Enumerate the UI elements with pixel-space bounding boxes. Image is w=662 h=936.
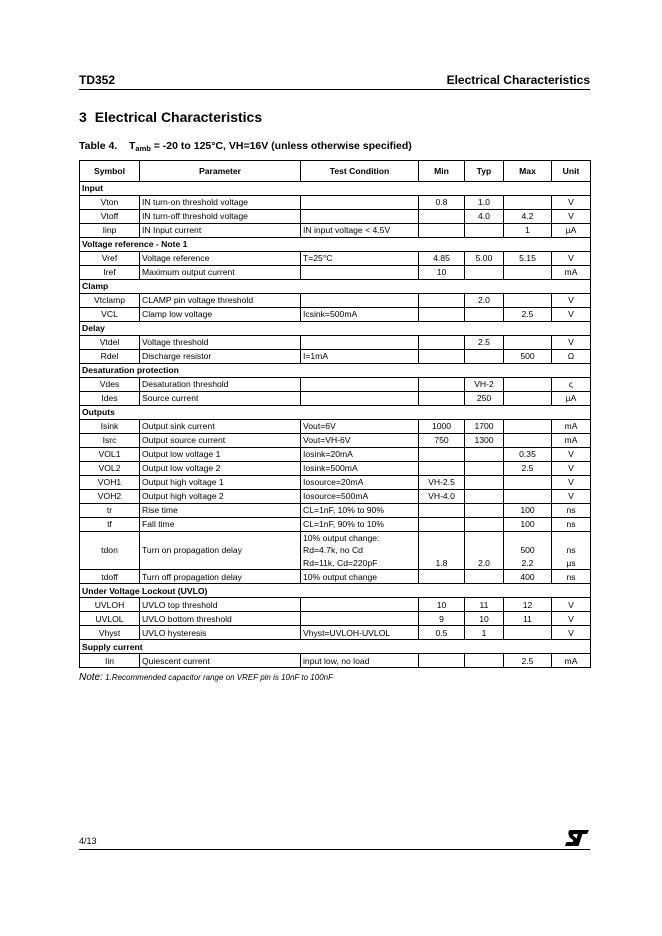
header-rule: [79, 89, 590, 90]
table-row: [80, 308, 591, 322]
table-footnote: [79, 672, 333, 683]
cell-symbol: tf: [80, 518, 140, 532]
cell-typ: [465, 570, 504, 584]
group-row: [80, 584, 591, 598]
cell-symbol: Vhyst: [80, 626, 140, 640]
cell-parameter: Output low voltage 1: [140, 448, 301, 462]
cell-min: [419, 294, 465, 308]
cell-condition: Iosource=500mA: [301, 490, 419, 504]
cell-typ: 4.0: [465, 210, 504, 224]
cell-max: [504, 532, 552, 570]
cell-typ: VH-2: [465, 378, 504, 392]
cell-symbol: Vref: [80, 252, 140, 266]
col-header-condition: Test Condition: [301, 161, 419, 182]
cell-max: [504, 392, 552, 406]
cell-typ: [465, 448, 504, 462]
cell-condition: [301, 612, 419, 626]
cell-parameter: Maximum output current: [140, 266, 301, 280]
cell-parameter: Output high voltage 2: [140, 490, 301, 504]
col-header-unit: Unit: [552, 161, 591, 182]
group-row: [80, 182, 591, 196]
table-temp-subscript: amb: [135, 144, 151, 153]
cell-parameter: UVLO bottom threshold: [140, 612, 301, 626]
cell-parameter: Output source current: [140, 434, 301, 448]
col-header-max: Max: [504, 161, 552, 182]
cell-symbol: Vtclamp: [80, 294, 140, 308]
cell-min: [419, 462, 465, 476]
cell-unit: mA: [552, 420, 591, 434]
cell-parameter: Desaturation threshold: [140, 378, 301, 392]
cell-min: VH-2.5: [419, 476, 465, 490]
cell-max: 2.5: [504, 654, 552, 668]
cell-condition: CL=1nF, 10% to 90%: [301, 504, 419, 518]
group-row: [80, 280, 591, 294]
cell-parameter: Discharge resistor: [140, 350, 301, 364]
cell-min: 1000: [419, 420, 465, 434]
table-row: [80, 612, 591, 626]
cell-condition: [301, 294, 419, 308]
cell-min: [419, 350, 465, 364]
cell-typ: 1300: [465, 434, 504, 448]
cell-parameter: Output high voltage 1: [140, 476, 301, 490]
cell-typ: [465, 350, 504, 364]
cell-symbol: UVLOL: [80, 612, 140, 626]
cell-max: 500: [504, 350, 552, 364]
cell-max: [504, 294, 552, 308]
st-logo-icon: [564, 829, 590, 847]
cell-typ: [465, 504, 504, 518]
unit-line: ns: [566, 545, 576, 556]
table-row: [80, 196, 591, 210]
cell-typ: [465, 462, 504, 476]
table-row: [80, 654, 591, 668]
group-row: [80, 364, 591, 378]
cell-typ: [465, 224, 504, 238]
header-section-name: Electrical Characteristics: [446, 73, 590, 87]
cell-parameter: Output sink current: [140, 420, 301, 434]
cell-max: 12: [504, 598, 552, 612]
cell-max: 0.35: [504, 448, 552, 462]
table-row: [80, 570, 591, 584]
cell-condition: Iosink=20mA: [301, 448, 419, 462]
cell-parameter: Voltage reference: [140, 252, 301, 266]
cell-typ: 1: [465, 626, 504, 640]
cell-unit: µA: [552, 392, 591, 406]
cell-min: 0.8: [419, 196, 465, 210]
cell-symbol: Vton: [80, 196, 140, 210]
cell-unit: V: [552, 252, 591, 266]
col-header-min: Min: [419, 161, 465, 182]
cell-min: 0.5: [419, 626, 465, 640]
col-header-parameter: Parameter: [140, 161, 301, 182]
cell-typ: 10: [465, 612, 504, 626]
cell-typ: 2.0: [465, 294, 504, 308]
cell-condition: I=1mA: [301, 350, 419, 364]
cell-parameter: UVLO hysteresis: [140, 626, 301, 640]
electrical-characteristics-table: [79, 160, 591, 668]
cell-unit: V: [552, 598, 591, 612]
cell-typ: [465, 490, 504, 504]
max-line: 500: [520, 545, 535, 556]
cell-unit: V: [552, 336, 591, 350]
table-row: [80, 462, 591, 476]
table-row: [80, 378, 591, 392]
group-uvlo: Under Voltage Lockout (UVLO): [80, 584, 591, 598]
table-row: [80, 392, 591, 406]
col-header-typ: Typ: [465, 161, 504, 182]
cell-symbol: VCL: [80, 308, 140, 322]
cell-parameter: CLAMP pin voltage threshold: [140, 294, 301, 308]
cell-min: [419, 654, 465, 668]
cell-unit: ns: [552, 504, 591, 518]
cell-unit: V: [552, 210, 591, 224]
table-row: [80, 294, 591, 308]
cell-parameter: Clamp low voltage: [140, 308, 301, 322]
note-text: 1.Recommended capacitor range on VREF pin is 10nF to 100nF: [105, 673, 333, 682]
cell-condition: IN input voltage < 4.5V: [301, 224, 419, 238]
cell-condition: [301, 210, 419, 224]
cell-typ: 11: [465, 598, 504, 612]
cell-condition: Icsink=500mA: [301, 308, 419, 322]
cell-condition: [301, 598, 419, 612]
cell-typ: [465, 518, 504, 532]
table-row: [80, 504, 591, 518]
cell-unit: ns: [552, 570, 591, 584]
table-row: [80, 420, 591, 434]
cell-max: 4.2: [504, 210, 552, 224]
table-temp-symbol: T: [129, 140, 136, 152]
cell-min: [419, 570, 465, 584]
cell-max: 2.5: [504, 308, 552, 322]
cell-typ: 1700: [465, 420, 504, 434]
col-header-symbol: Symbol: [80, 161, 140, 182]
cell-max: [504, 266, 552, 280]
cell-parameter: Turn off propagation delay: [140, 570, 301, 584]
group-voltage-reference: Voltage reference - Note 1: [80, 238, 591, 252]
group-row: [80, 640, 591, 654]
footer-rule: [79, 849, 590, 850]
section-title-text: Electrical Characteristics: [94, 109, 263, 125]
cell-max: [504, 336, 552, 350]
cell-min: 10: [419, 266, 465, 280]
group-outputs: Outputs: [80, 406, 591, 420]
cell-max: 11: [504, 612, 552, 626]
cell-parameter: Turn on propagation delay: [140, 532, 301, 570]
cell-condition: [301, 392, 419, 406]
section-title: [79, 109, 262, 125]
table-row: [80, 448, 591, 462]
unit-line: µs: [566, 557, 576, 568]
cell-symbol: Vdes: [80, 378, 140, 392]
cell-max: [504, 626, 552, 640]
cell-condition: Iosource=20mA: [301, 476, 419, 490]
cell-condition: Vout=VH-6V: [301, 434, 419, 448]
cell-parameter: Source current: [140, 392, 301, 406]
table-row: [80, 532, 591, 570]
cell-parameter: IN Input current: [140, 224, 301, 238]
cell-condition: [301, 532, 419, 570]
cell-min: [419, 336, 465, 350]
cell-min: [419, 448, 465, 462]
cell-unit: V: [552, 196, 591, 210]
group-input: Input: [80, 182, 591, 196]
table-row: [80, 336, 591, 350]
cell-symbol: tdoff: [80, 570, 140, 584]
cell-max: [504, 490, 552, 504]
cell-min: 750: [419, 434, 465, 448]
cell-unit: V: [552, 626, 591, 640]
cell-unit: V: [552, 476, 591, 490]
cell-max: 2.5: [504, 462, 552, 476]
table-row: [80, 490, 591, 504]
cell-unit: V: [552, 490, 591, 504]
group-row: [80, 406, 591, 420]
cell-typ: 250: [465, 392, 504, 406]
cell-unit: mA: [552, 434, 591, 448]
cell-unit: mA: [552, 266, 591, 280]
cell-typ: [465, 266, 504, 280]
cell-min: 4.85: [419, 252, 465, 266]
cell-unit: V: [552, 448, 591, 462]
cell-condition: T=25°C: [301, 252, 419, 266]
header-doc-id: TD352: [79, 73, 116, 87]
cell-max: [504, 196, 552, 210]
cell-max: [504, 420, 552, 434]
cell-typ: [465, 308, 504, 322]
table-row: [80, 626, 591, 640]
cell-typ: 5.00: [465, 252, 504, 266]
cell-min: VH-4.0: [419, 490, 465, 504]
table-row: [80, 350, 591, 364]
cell-symbol: Vtoff: [80, 210, 140, 224]
cell-parameter: Fall time: [140, 518, 301, 532]
cell-condition: [301, 196, 419, 210]
cell-symbol: Isink: [80, 420, 140, 434]
cell-symbol: Iinp: [80, 224, 140, 238]
cell-max: 100: [504, 518, 552, 532]
cell-min: [419, 210, 465, 224]
condition-line: 10% output change:: [303, 533, 380, 543]
group-row: [80, 238, 591, 252]
cell-min: 10: [419, 598, 465, 612]
page-number: 4/13: [79, 836, 97, 846]
cell-unit: ς: [552, 378, 591, 392]
cell-symbol: Isrc: [80, 434, 140, 448]
cell-min: [419, 224, 465, 238]
cell-parameter: Voltage threshold: [140, 336, 301, 350]
group-supply-current: Supply current: [80, 640, 591, 654]
cell-symbol: Iref: [80, 266, 140, 280]
cell-typ: 2.5: [465, 336, 504, 350]
cell-parameter: Quiescent current: [140, 654, 301, 668]
cell-min: 9: [419, 612, 465, 626]
cell-parameter: IN turn-off threshold voltage: [140, 210, 301, 224]
cell-parameter: UVLO top threshold: [140, 598, 301, 612]
table-caption-text: = -20 to 125°C, VH=16V (unless otherwise specified): [150, 140, 412, 152]
cell-condition: [301, 336, 419, 350]
cell-min: [419, 378, 465, 392]
cell-unit: V: [552, 308, 591, 322]
group-row: [80, 322, 591, 336]
cell-max: 5.15: [504, 252, 552, 266]
group-clamp: Clamp: [80, 280, 591, 294]
cell-unit: V: [552, 612, 591, 626]
cell-symbol: tdon: [80, 532, 140, 570]
table-row: [80, 434, 591, 448]
table-caption: [79, 140, 412, 153]
table-row: [80, 518, 591, 532]
cell-unit: ns: [552, 518, 591, 532]
cell-symbol: VOH2: [80, 490, 140, 504]
cell-parameter: Output low voltage 2: [140, 462, 301, 476]
table-row: [80, 224, 591, 238]
group-delay: Delay: [80, 322, 591, 336]
cell-typ: [465, 476, 504, 490]
cell-max: [504, 476, 552, 490]
cell-parameter: IN turn-on threshold voltage: [140, 196, 301, 210]
cell-unit: [552, 532, 591, 570]
cell-min: [419, 392, 465, 406]
group-desaturation: Desaturation protection: [80, 364, 591, 378]
cell-max: 400: [504, 570, 552, 584]
cell-unit: µA: [552, 224, 591, 238]
condition-line: Rd=11k, Cd=220pF: [303, 557, 378, 568]
cell-typ: 1.0: [465, 196, 504, 210]
cell-max: 1: [504, 224, 552, 238]
cell-condition: Vout=6V: [301, 420, 419, 434]
cell-symbol: Iin: [80, 654, 140, 668]
table-row: [80, 252, 591, 266]
cell-symbol: Vtdel: [80, 336, 140, 350]
condition-line: Rd=4.7k, no Cd: [303, 545, 363, 556]
table-row: [80, 210, 591, 224]
cell-unit: mA: [552, 654, 591, 668]
section-number: 3: [79, 109, 87, 125]
cell-unit: V: [552, 294, 591, 308]
cell-min: 1.8: [419, 532, 465, 570]
cell-min: [419, 504, 465, 518]
cell-parameter: Rise time: [140, 504, 301, 518]
cell-condition: 10% output change: [301, 570, 419, 584]
cell-symbol: Ides: [80, 392, 140, 406]
table-label: Table 4.: [79, 140, 118, 152]
cell-condition: Iosink=500mA: [301, 462, 419, 476]
cell-symbol: VOL2: [80, 462, 140, 476]
cell-symbol: Rdel: [80, 350, 140, 364]
table-header-row: [80, 161, 591, 182]
table-row: [80, 476, 591, 490]
cell-max: [504, 434, 552, 448]
cell-typ: 2.0: [465, 532, 504, 570]
cell-max: [504, 378, 552, 392]
cell-unit: V: [552, 462, 591, 476]
cell-min: [419, 308, 465, 322]
table-row: [80, 266, 591, 280]
cell-min: [419, 518, 465, 532]
cell-condition: CL=1nF, 90% to 10%: [301, 518, 419, 532]
cell-symbol: UVLOH: [80, 598, 140, 612]
cell-symbol: tr: [80, 504, 140, 518]
table-row: [80, 598, 591, 612]
cell-unit: Ω: [552, 350, 591, 364]
cell-condition: [301, 266, 419, 280]
cell-typ: [465, 654, 504, 668]
cell-symbol: VOL1: [80, 448, 140, 462]
cell-condition: input low, no load: [301, 654, 419, 668]
cell-condition: [301, 378, 419, 392]
cell-symbol: VOH1: [80, 476, 140, 490]
note-label: Note:: [79, 672, 103, 683]
cell-condition: Vhyst=UVLOH-UVLOL: [301, 626, 419, 640]
max-line: 2.2: [521, 557, 534, 568]
cell-max: 100: [504, 504, 552, 518]
